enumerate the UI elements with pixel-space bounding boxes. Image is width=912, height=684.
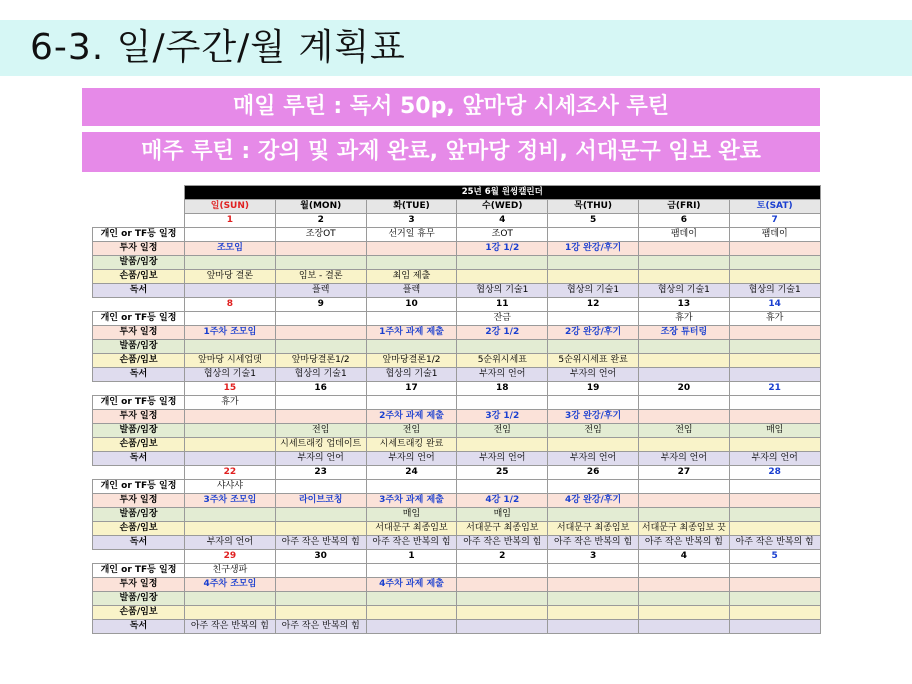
schedule-cell: 부자의 언어 xyxy=(457,368,548,382)
row-label: 투자 일정 xyxy=(93,410,185,424)
schedule-cell: 서대문구 최종임보 xyxy=(366,522,457,536)
schedule-cell xyxy=(729,396,820,410)
schedule-cell xyxy=(366,396,457,410)
schedule-cell xyxy=(275,326,366,340)
day-header: 일(SUN) xyxy=(185,200,276,214)
personal-schedule-row xyxy=(93,228,821,242)
schedule-cell: 협상의 기술1 xyxy=(185,368,276,382)
schedule-cell xyxy=(366,620,457,634)
schedule-cell xyxy=(185,592,276,606)
schedule-cell: 아주 작은 반복의 힘 xyxy=(548,536,639,550)
schedule-cell xyxy=(548,592,639,606)
schedule-cell: 2강 완강/후기 xyxy=(548,326,639,340)
schedule-cell xyxy=(457,480,548,494)
date-cell: 2 xyxy=(275,214,366,228)
date-cell: 21 xyxy=(729,382,820,396)
investment-schedule-row xyxy=(93,242,821,256)
schedule-cell: 조OT xyxy=(457,228,548,242)
date-cell: 5 xyxy=(729,550,820,564)
schedule-cell: 협상의 기술1 xyxy=(366,368,457,382)
row-label: 발품/임장 xyxy=(93,256,185,270)
schedule-cell xyxy=(275,410,366,424)
monthly-calendar-table xyxy=(92,185,821,634)
schedule-cell: 서대문구 최종임보 끗 xyxy=(638,522,729,536)
schedule-cell: 아주 작은 반복의 힘 xyxy=(729,536,820,550)
row-label: 손품/임보 xyxy=(93,522,185,536)
schedule-cell: 3주차 과제 제출 xyxy=(366,494,457,508)
schedule-cell: 4주차 과제 제출 xyxy=(366,578,457,592)
schedule-cell xyxy=(729,242,820,256)
schedule-cell: 전임 xyxy=(366,424,457,438)
schedule-cell: 부자의 언어 xyxy=(729,452,820,466)
schedule-cell xyxy=(185,284,276,298)
schedule-cell xyxy=(638,606,729,620)
schedule-cell xyxy=(185,340,276,354)
schedule-cell: 부자의 언어 xyxy=(548,452,639,466)
desk-research-row xyxy=(93,354,821,368)
schedule-cell: 아주 작은 반복의 힘 xyxy=(457,536,548,550)
date-cell: 9 xyxy=(275,298,366,312)
schedule-cell: 4강 1/2 xyxy=(457,494,548,508)
schedule-cell: 전임 xyxy=(457,424,548,438)
day-header: 화(TUE) xyxy=(366,200,457,214)
schedule-cell xyxy=(729,256,820,270)
date-cell: 17 xyxy=(366,382,457,396)
weekly-routine-banner: 매주 루틴 : 강의 및 과제 완료, 앞마당 정비, 서대문구 임보 완료 xyxy=(82,132,820,172)
schedule-cell: 협상의 기술1 xyxy=(457,284,548,298)
schedule-cell: 아주 작은 반복의 힘 xyxy=(275,620,366,634)
row-label: 발품/임장 xyxy=(93,592,185,606)
schedule-cell xyxy=(275,564,366,578)
row-label: 투자 일정 xyxy=(93,326,185,340)
schedule-cell: 플렉 xyxy=(275,284,366,298)
schedule-cell: 서대문구 최종임보 xyxy=(548,522,639,536)
date-cell: 19 xyxy=(548,382,639,396)
investment-schedule-row xyxy=(93,494,821,508)
schedule-cell xyxy=(185,606,276,620)
date-cell: 1 xyxy=(366,550,457,564)
row-label: 개인 or TF등 일정 xyxy=(93,228,185,242)
date-row-blank xyxy=(93,466,185,480)
personal-schedule-row xyxy=(93,564,821,578)
schedule-cell xyxy=(638,396,729,410)
schedule-cell xyxy=(548,256,639,270)
schedule-cell xyxy=(275,256,366,270)
schedule-cell xyxy=(457,438,548,452)
schedule-cell xyxy=(548,340,639,354)
schedule-cell: 협상의 기술1 xyxy=(275,368,366,382)
schedule-cell xyxy=(638,410,729,424)
daily-routine-banner: 매일 루틴 : 독서 50p, 앞마당 시세조사 루틴 xyxy=(82,88,820,126)
schedule-cell xyxy=(185,508,276,522)
row-label: 손품/임보 xyxy=(93,354,185,368)
schedule-cell xyxy=(457,592,548,606)
week-date-row xyxy=(93,466,821,480)
row-label: 독서 xyxy=(93,452,185,466)
schedule-cell: 4주차 조모임 xyxy=(185,578,276,592)
date-cell: 16 xyxy=(275,382,366,396)
row-label: 손품/임보 xyxy=(93,270,185,284)
row-label: 투자 일정 xyxy=(93,578,185,592)
schedule-cell: 협상의 기술1 xyxy=(729,284,820,298)
date-row-blank xyxy=(93,382,185,396)
schedule-cell xyxy=(457,340,548,354)
week-date-row xyxy=(93,550,821,564)
schedule-cell xyxy=(729,620,820,634)
schedule-cell: 휴가 xyxy=(185,396,276,410)
day-header: 금(FRI) xyxy=(638,200,729,214)
date-cell: 25 xyxy=(457,466,548,480)
schedule-cell xyxy=(457,396,548,410)
schedule-cell xyxy=(729,564,820,578)
schedule-cell xyxy=(185,452,276,466)
header-blank xyxy=(93,200,185,214)
schedule-cell xyxy=(548,312,639,326)
schedule-cell: 전임 xyxy=(638,424,729,438)
schedule-cell xyxy=(457,620,548,634)
row-label: 투자 일정 xyxy=(93,242,185,256)
day-header: 목(THU) xyxy=(548,200,639,214)
schedule-cell xyxy=(638,270,729,284)
schedule-cell: 플렉 xyxy=(366,284,457,298)
day-header: 월(MON) xyxy=(275,200,366,214)
schedule-cell xyxy=(729,438,820,452)
schedule-cell xyxy=(638,494,729,508)
date-cell: 10 xyxy=(366,298,457,312)
schedule-cell xyxy=(185,228,276,242)
schedule-cell xyxy=(457,606,548,620)
row-label: 독서 xyxy=(93,368,185,382)
desk-research-row xyxy=(93,522,821,536)
field-visit-row xyxy=(93,424,821,438)
schedule-cell: 선거일 휴무 xyxy=(366,228,457,242)
schedule-cell: 라이브코칭 xyxy=(275,494,366,508)
schedule-cell xyxy=(729,270,820,284)
row-label: 손품/임보 xyxy=(93,606,185,620)
schedule-cell: 샤샤샤 xyxy=(185,480,276,494)
schedule-cell xyxy=(638,578,729,592)
investment-schedule-row xyxy=(93,578,821,592)
date-cell: 12 xyxy=(548,298,639,312)
date-cell: 30 xyxy=(275,550,366,564)
schedule-cell xyxy=(548,228,639,242)
schedule-cell xyxy=(729,354,820,368)
date-cell: 8 xyxy=(185,298,276,312)
investment-schedule-row xyxy=(93,410,821,424)
schedule-cell: 전임 xyxy=(548,424,639,438)
schedule-cell xyxy=(548,508,639,522)
schedule-cell: 팸데이 xyxy=(729,228,820,242)
date-cell: 29 xyxy=(185,550,276,564)
schedule-cell xyxy=(638,354,729,368)
schedule-cell xyxy=(457,256,548,270)
schedule-cell xyxy=(275,396,366,410)
date-cell: 4 xyxy=(457,214,548,228)
row-label: 발품/임장 xyxy=(93,424,185,438)
schedule-cell xyxy=(185,522,276,536)
investment-schedule-row xyxy=(93,326,821,340)
date-cell: 4 xyxy=(638,550,729,564)
schedule-cell xyxy=(275,522,366,536)
schedule-cell: 3강 완강/후기 xyxy=(548,410,639,424)
schedule-cell xyxy=(275,592,366,606)
reading-row xyxy=(93,368,821,382)
desk-research-row xyxy=(93,606,821,620)
schedule-cell: 시세트래킹 완료 xyxy=(366,438,457,452)
reading-row xyxy=(93,284,821,298)
row-label: 개인 or TF등 일정 xyxy=(93,564,185,578)
schedule-cell xyxy=(457,578,548,592)
schedule-cell xyxy=(275,242,366,256)
schedule-cell: 협상의 기술1 xyxy=(548,284,639,298)
date-cell: 2 xyxy=(457,550,548,564)
schedule-cell: 매임 xyxy=(366,508,457,522)
schedule-cell: 시세트래킹 업데이트 xyxy=(275,438,366,452)
schedule-cell: 휴가 xyxy=(729,312,820,326)
date-cell: 28 xyxy=(729,466,820,480)
schedule-cell: 1주차 조모임 xyxy=(185,326,276,340)
week-date-row xyxy=(93,382,821,396)
schedule-cell xyxy=(729,578,820,592)
schedule-cell xyxy=(729,508,820,522)
schedule-cell: 조장 튜터링 xyxy=(638,326,729,340)
schedule-cell xyxy=(638,620,729,634)
row-label: 독서 xyxy=(93,620,185,634)
field-visit-row xyxy=(93,340,821,354)
row-label: 투자 일정 xyxy=(93,494,185,508)
schedule-cell xyxy=(548,606,639,620)
row-label: 개인 or TF등 일정 xyxy=(93,480,185,494)
schedule-cell xyxy=(729,522,820,536)
schedule-cell: 4강 완강/후기 xyxy=(548,494,639,508)
schedule-cell: 5순위시세표 완료 xyxy=(548,354,639,368)
field-visit-row xyxy=(93,508,821,522)
personal-schedule-row xyxy=(93,480,821,494)
schedule-cell xyxy=(366,242,457,256)
schedule-cell xyxy=(729,480,820,494)
schedule-cell xyxy=(275,606,366,620)
schedule-cell: 아주 작은 반복의 힘 xyxy=(275,536,366,550)
date-cell: 23 xyxy=(275,466,366,480)
schedule-cell: 앞마당 결론 xyxy=(185,270,276,284)
schedule-cell xyxy=(729,340,820,354)
reading-row xyxy=(93,620,821,634)
schedule-cell: 앞마당결론1/2 xyxy=(275,354,366,368)
row-label: 손품/임보 xyxy=(93,438,185,452)
schedule-cell xyxy=(729,592,820,606)
schedule-cell: 2강 1/2 xyxy=(457,326,548,340)
schedule-cell: 아주 작은 반복의 힘 xyxy=(638,536,729,550)
schedule-cell xyxy=(638,508,729,522)
date-cell: 3 xyxy=(366,214,457,228)
schedule-cell xyxy=(366,340,457,354)
schedule-cell xyxy=(185,438,276,452)
day-header: 수(WED) xyxy=(457,200,548,214)
schedule-cell xyxy=(366,606,457,620)
row-label: 발품/임장 xyxy=(93,340,185,354)
schedule-cell xyxy=(638,340,729,354)
schedule-cell xyxy=(638,242,729,256)
schedule-cell: 1강 1/2 xyxy=(457,242,548,256)
schedule-cell xyxy=(185,312,276,326)
schedule-cell: 조장OT xyxy=(275,228,366,242)
row-label: 독서 xyxy=(93,536,185,550)
calendar-title-row xyxy=(93,186,821,200)
schedule-cell xyxy=(548,270,639,284)
schedule-cell xyxy=(638,564,729,578)
schedule-cell: 3주차 조모임 xyxy=(185,494,276,508)
schedule-cell: 전임 xyxy=(275,424,366,438)
schedule-cell xyxy=(548,438,639,452)
schedule-cell: 아주 작은 반복의 힘 xyxy=(366,536,457,550)
schedule-cell xyxy=(548,578,639,592)
schedule-cell xyxy=(638,592,729,606)
date-cell: 24 xyxy=(366,466,457,480)
schedule-cell xyxy=(366,480,457,494)
date-cell: 27 xyxy=(638,466,729,480)
schedule-cell: 서대문구 최종임보 xyxy=(457,522,548,536)
schedule-cell: 매임 xyxy=(729,424,820,438)
schedule-cell: 아주 작은 반복의 힘 xyxy=(185,620,276,634)
schedule-cell xyxy=(275,578,366,592)
calendar-corner-blank xyxy=(93,186,185,200)
schedule-cell: 조모임 xyxy=(185,242,276,256)
schedule-cell: 앞마당 시세업뎃 xyxy=(185,354,276,368)
schedule-cell xyxy=(275,480,366,494)
schedule-cell: 잔금 xyxy=(457,312,548,326)
schedule-cell xyxy=(366,256,457,270)
personal-schedule-row xyxy=(93,312,821,326)
row-label: 발품/임장 xyxy=(93,508,185,522)
calendar-title: 25년 6월 원씽캘린더 xyxy=(185,186,821,200)
date-cell: 14 xyxy=(729,298,820,312)
week-date-row xyxy=(93,214,821,228)
schedule-cell: 부자의 언어 xyxy=(548,368,639,382)
schedule-cell: 부자의 언어 xyxy=(275,452,366,466)
schedule-cell xyxy=(638,438,729,452)
field-visit-row xyxy=(93,256,821,270)
date-cell: 5 xyxy=(548,214,639,228)
date-cell: 20 xyxy=(638,382,729,396)
personal-schedule-row xyxy=(93,396,821,410)
row-label: 독서 xyxy=(93,284,185,298)
schedule-cell xyxy=(638,256,729,270)
schedule-cell: 부자의 언어 xyxy=(457,452,548,466)
schedule-cell xyxy=(548,396,639,410)
schedule-cell: 5순위시세표 xyxy=(457,354,548,368)
date-cell: 13 xyxy=(638,298,729,312)
field-visit-row xyxy=(93,592,821,606)
schedule-cell xyxy=(729,410,820,424)
schedule-cell: 부자의 언어 xyxy=(366,452,457,466)
schedule-cell xyxy=(729,326,820,340)
schedule-cell xyxy=(638,368,729,382)
schedule-cell: 1주차 과제 제출 xyxy=(366,326,457,340)
schedule-cell xyxy=(457,270,548,284)
reading-row xyxy=(93,452,821,466)
schedule-cell xyxy=(366,312,457,326)
day-header-row xyxy=(93,200,821,214)
date-row-blank xyxy=(93,550,185,564)
schedule-cell: 최임 제출 xyxy=(366,270,457,284)
schedule-cell xyxy=(366,592,457,606)
date-cell: 11 xyxy=(457,298,548,312)
page-title: 6-3. 일/주간/월 계획표 xyxy=(30,27,406,68)
date-cell: 1 xyxy=(185,214,276,228)
schedule-cell xyxy=(275,340,366,354)
date-cell: 26 xyxy=(548,466,639,480)
date-row-blank xyxy=(93,298,185,312)
row-label: 개인 or TF등 일정 xyxy=(93,396,185,410)
schedule-cell: 휴가 xyxy=(638,312,729,326)
schedule-cell: 협상의 기술1 xyxy=(638,284,729,298)
schedule-cell: 부자의 언어 xyxy=(185,536,276,550)
date-cell: 22 xyxy=(185,466,276,480)
desk-research-row xyxy=(93,270,821,284)
schedule-cell xyxy=(548,564,639,578)
schedule-cell xyxy=(275,312,366,326)
desk-research-row xyxy=(93,438,821,452)
schedule-cell xyxy=(729,606,820,620)
schedule-cell xyxy=(548,480,639,494)
schedule-cell xyxy=(185,256,276,270)
schedule-cell xyxy=(729,494,820,508)
date-row-blank xyxy=(93,214,185,228)
date-cell: 7 xyxy=(729,214,820,228)
week-date-row xyxy=(93,298,821,312)
schedule-cell: 부자의 언어 xyxy=(638,452,729,466)
schedule-cell xyxy=(185,410,276,424)
date-cell: 18 xyxy=(457,382,548,396)
schedule-cell: 3강 1/2 xyxy=(457,410,548,424)
schedule-cell: 2주차 과제 제출 xyxy=(366,410,457,424)
schedule-cell: 팸데이 xyxy=(638,228,729,242)
row-label: 개인 or TF등 일정 xyxy=(93,312,185,326)
schedule-cell xyxy=(729,368,820,382)
schedule-cell: 매임 xyxy=(457,508,548,522)
schedule-cell xyxy=(275,508,366,522)
date-cell: 6 xyxy=(638,214,729,228)
date-cell: 15 xyxy=(185,382,276,396)
reading-row xyxy=(93,536,821,550)
schedule-cell: 앞마당결론1/2 xyxy=(366,354,457,368)
schedule-cell: 1강 완강/후기 xyxy=(548,242,639,256)
schedule-cell xyxy=(457,564,548,578)
schedule-cell xyxy=(366,564,457,578)
schedule-cell: 임보 - 결론 xyxy=(275,270,366,284)
date-cell: 3 xyxy=(548,550,639,564)
schedule-cell xyxy=(638,480,729,494)
day-header: 토(SAT) xyxy=(729,200,820,214)
schedule-cell: 친구생파 xyxy=(185,564,276,578)
schedule-cell xyxy=(185,424,276,438)
schedule-cell xyxy=(548,620,639,634)
